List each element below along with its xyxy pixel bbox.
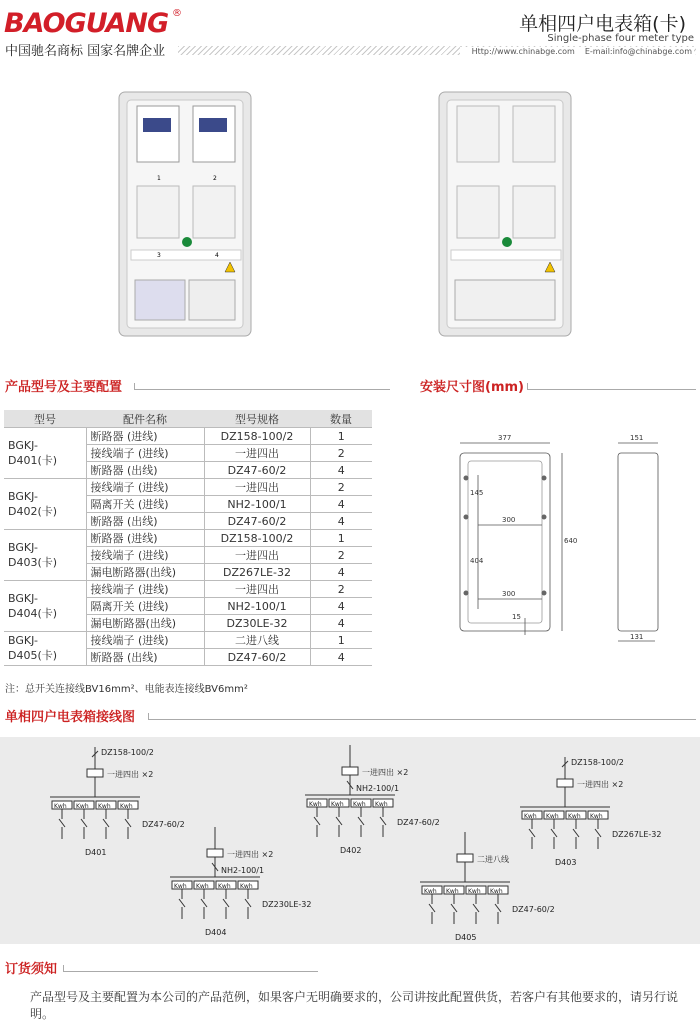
spec-cell: NH2-100/1: [204, 598, 310, 615]
kwh-label: Kwh: [120, 803, 133, 810]
kwh-label: Kwh: [196, 883, 209, 890]
model-cell: BGKJ-D404(卡): [4, 581, 86, 632]
qty-cell: 2: [310, 445, 372, 462]
part-cell: 断路器 (出线): [86, 649, 204, 666]
part-cell: 断路器 (出线): [86, 513, 204, 530]
col-header-part: 配件名称: [86, 410, 204, 428]
diagram-label: D401: [85, 848, 107, 857]
qty-cell: 2: [310, 479, 372, 496]
qty-cell: 4: [310, 462, 372, 479]
outlet-spec-label: DZ47-60/2: [142, 820, 185, 829]
qty-cell: 4: [310, 598, 372, 615]
terminal-box: [87, 769, 103, 777]
qty-cell: 4: [310, 615, 372, 632]
qty-cell: 4: [310, 649, 372, 666]
email-link[interactable]: E-mail:info@chinabge.com: [584, 47, 692, 56]
kwh-label: Kwh: [568, 813, 581, 820]
dimension-drawing: [450, 413, 696, 645]
photo-label-3: 3: [157, 252, 161, 259]
qty-cell: 4: [310, 564, 372, 581]
kwh-label: Kwh: [76, 803, 89, 810]
spec-cell: DZ158-100/2: [204, 530, 310, 547]
kwh-label: Kwh: [54, 803, 67, 810]
part-cell: 隔离开关 (进线): [86, 598, 204, 615]
part-cell: 接线端子 (进线): [86, 547, 204, 564]
switch-label: NH2-100/1: [356, 784, 400, 793]
col-header-model: 型号: [4, 410, 86, 428]
spec-cell: NH2-100/1: [204, 496, 310, 513]
terminal-label: 一进四出 ×2: [577, 780, 624, 789]
spec-cell: 一进四出: [204, 445, 310, 462]
qty-cell: 1: [310, 428, 372, 445]
spec-cell: 一进四出: [204, 479, 310, 496]
part-cell: 断路器 (进线): [86, 530, 204, 547]
qty-cell: 2: [310, 547, 372, 564]
spec-cell: DZ47-60/2: [204, 462, 310, 479]
outlet-breaker: [495, 904, 501, 912]
outlet-breaker: [59, 819, 65, 827]
spec-cell: 二进八线: [204, 632, 310, 649]
outlet-breaker: [179, 899, 185, 907]
kwh-label: Kwh: [424, 888, 437, 895]
terminal-box: [207, 849, 223, 857]
main-breaker-label: DZ158-100/2: [101, 748, 154, 757]
part-cell: 接线端子 (进线): [86, 581, 204, 598]
main-breaker-label: DZ158-100/2: [571, 758, 624, 767]
part-cell: 接线端子 (进线): [86, 445, 204, 462]
model-cell: BGKJ-D403(卡): [4, 530, 86, 581]
qty-cell: 1: [310, 632, 372, 649]
kwh-label: Kwh: [375, 801, 388, 808]
section-title-config: 产品型号及主要配置: [5, 380, 123, 395]
qty-cell: 1: [310, 530, 372, 547]
outlet-breaker: [380, 817, 386, 825]
part-cell: 断路器 (进线): [86, 428, 204, 445]
part-cell: 漏电断路器(出线): [86, 564, 204, 581]
kwh-label: Kwh: [524, 813, 537, 820]
model-cell: BGKJ-D401(卡): [4, 428, 86, 479]
diagram-label: D405: [455, 933, 477, 942]
outlet-breaker: [429, 904, 435, 912]
table-row: [4, 632, 372, 649]
dim-height: 640: [564, 537, 578, 545]
slogan: 中国驰名商标 国家名牌企业: [5, 44, 166, 59]
page-subtitle: Single-phase four meter type: [547, 33, 694, 44]
photo-label-4: 4: [215, 252, 219, 259]
kwh-label: Kwh: [490, 888, 503, 895]
diagram-label: D402: [340, 846, 362, 855]
terminal-label: 一进四出 ×2: [227, 850, 274, 859]
product-photo-front-closed: [435, 90, 575, 340]
ordering-note: 产品型号及主要配置为本公司的产品范例，如果客户无明确要求的，公司讲按此配置供货，若客户有其他要求的，请另行说明。: [30, 990, 679, 1021]
model-cell: BGKJ-D402(卡): [4, 479, 86, 530]
dim-bottom: 15: [512, 613, 521, 621]
outlet-breaker: [573, 829, 579, 837]
section-title-dimensions: 安装尺寸图(mm): [420, 380, 524, 395]
terminal-box: [557, 779, 573, 787]
dim-inner2: 300: [502, 590, 516, 598]
section-rule: [75, 971, 318, 972]
spec-cell: 一进四出: [204, 581, 310, 598]
section-title-ordering: 订货须知: [5, 962, 58, 977]
outlet-spec-label: DZ230LE-32: [262, 900, 312, 909]
outlet-breaker: [81, 819, 87, 827]
product-photo-front-open: [115, 90, 255, 340]
outlet-breaker: [201, 899, 207, 907]
table-row: [4, 428, 372, 445]
spec-cell: DZ30LE-32: [204, 615, 310, 632]
outlet-breaker: [358, 817, 364, 825]
dim-mid: 404: [470, 557, 484, 565]
outlet-breaker: [245, 899, 251, 907]
diagram-label: D403: [555, 858, 577, 867]
outlet-spec-label: DZ47-60/2: [512, 905, 555, 914]
outlet-breaker: [551, 829, 557, 837]
diagram-label: D404: [205, 928, 227, 937]
table-row: [4, 581, 372, 598]
page-title: 单相四户电表箱(卡): [519, 13, 686, 35]
table-row: [4, 479, 372, 496]
outlet-breaker: [473, 904, 479, 912]
switch-label: NH2-100/1: [221, 866, 265, 875]
qty-cell: 2: [310, 581, 372, 598]
kwh-label: Kwh: [98, 803, 111, 810]
spec-table: [4, 410, 372, 666]
spec-cell: DZ47-60/2: [204, 649, 310, 666]
model-cell: BGKJ-D405(卡): [4, 632, 86, 666]
kwh-label: Kwh: [446, 888, 459, 895]
dim-inner1: 300: [502, 516, 516, 524]
terminal-box: [457, 854, 473, 862]
outlet-breaker: [451, 904, 457, 912]
table-row: [4, 530, 372, 547]
outlet-spec-label: DZ267LE-32: [612, 830, 662, 839]
kwh-label: Kwh: [174, 883, 187, 890]
terminal-label: 一进四出 ×2: [362, 768, 409, 777]
terminal-label: 一进四出 ×2: [107, 770, 154, 779]
section-rule: [539, 389, 696, 390]
kwh-label: Kwh: [240, 883, 253, 890]
photo-label-2: 2: [213, 175, 217, 182]
terminal-box: [342, 767, 358, 775]
kwh-label: Kwh: [468, 888, 481, 895]
dim-top: 145: [470, 489, 484, 497]
outlet-breaker: [336, 817, 342, 825]
part-cell: 断路器 (出线): [86, 462, 204, 479]
qty-cell: 4: [310, 513, 372, 530]
section-rule: [146, 389, 390, 390]
kwh-label: Kwh: [590, 813, 603, 820]
kwh-label: Kwh: [309, 801, 322, 808]
outlet-breaker: [314, 817, 320, 825]
part-cell: 接线端子 (进线): [86, 632, 204, 649]
outlet-breaker: [223, 899, 229, 907]
part-cell: 隔离开关 (进线): [86, 496, 204, 513]
qty-cell: 4: [310, 496, 372, 513]
spec-cell: DZ47-60/2: [204, 513, 310, 530]
dim-side-bottom: 131: [630, 633, 644, 641]
section-rule: [160, 719, 696, 720]
wiring-diagrams: [0, 737, 700, 944]
outlet-breaker: [595, 829, 601, 837]
spec-cell: 一进四出: [204, 547, 310, 564]
outlet-spec-label: DZ47-60/2: [397, 818, 440, 827]
kwh-label: Kwh: [546, 813, 559, 820]
outlet-breaker: [103, 819, 109, 827]
dim-width: 377: [498, 434, 512, 442]
outlet-breaker: [125, 819, 131, 827]
website-link[interactable]: Http://www.chinabge.com: [471, 47, 575, 56]
contact-line: [460, 47, 694, 56]
spec-cell: DZ158-100/2: [204, 428, 310, 445]
section-title-wiring: 单相四户电表箱接线图: [5, 710, 136, 725]
table-note: 注：总开关连接线BV16mm²、电能表连接线BV6mm²: [5, 684, 248, 695]
terminal-label: 二进八线: [477, 855, 509, 864]
part-cell: 接线端子 (进线): [86, 479, 204, 496]
kwh-label: Kwh: [218, 883, 231, 890]
col-header-spec: 型号规格: [204, 410, 310, 428]
outlet-breaker: [529, 829, 535, 837]
kwh-label: Kwh: [331, 801, 344, 808]
registered-mark: ®: [172, 8, 182, 19]
photo-label-1: 1: [157, 175, 161, 182]
kwh-label: Kwh: [353, 801, 366, 808]
dim-side-top: 151: [630, 434, 644, 442]
col-header-qty: 数量: [310, 410, 372, 428]
part-cell: 漏电断路器(出线): [86, 615, 204, 632]
wiring-diagram-panel: [0, 737, 700, 944]
spec-cell: DZ267LE-32: [204, 564, 310, 581]
brand-logo: BAOGUANG: [4, 8, 169, 39]
